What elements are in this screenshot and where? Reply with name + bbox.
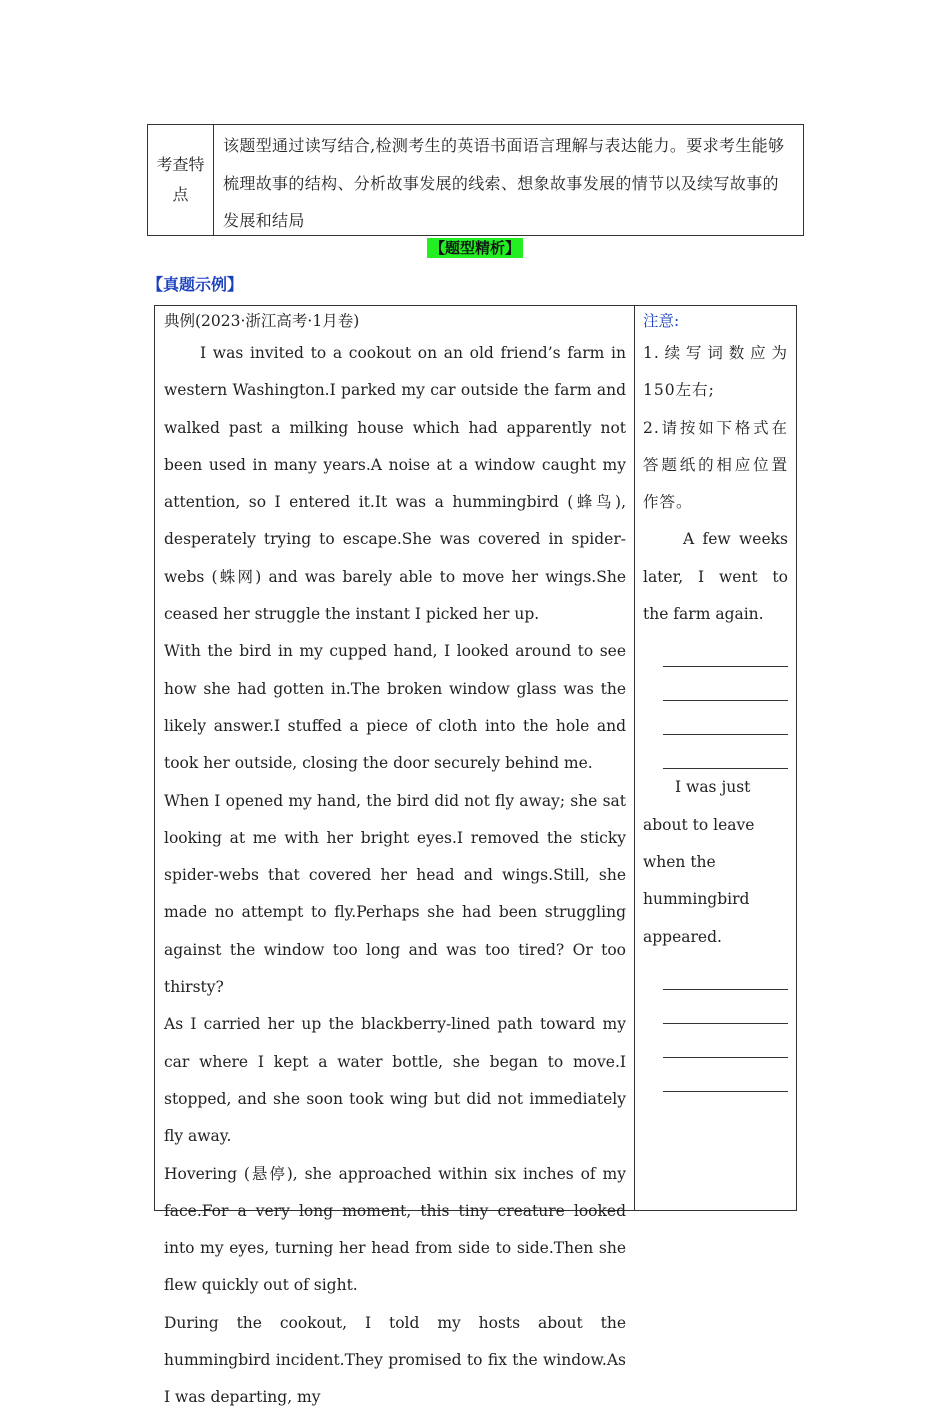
note-rule-format: 2.请按如下格式在答题纸的相应位置作答。 bbox=[643, 418, 788, 512]
answer-blank-line[interactable] bbox=[663, 667, 788, 701]
passage-paragraph: During the cookout, I told my hosts about the hummingbird incident.They promised to fix the window.As I was departing, my bbox=[164, 1313, 626, 1407]
section-banner: 【题型精析】 bbox=[427, 238, 523, 258]
example-passage-cell bbox=[155, 306, 635, 1407]
notes-cell bbox=[635, 306, 796, 1210]
passage-paragraph: Hovering (悬停), she approached within six inches of my face.For a very long moment, this tiny creature looked into my eyes, turning her head from side to side.Then she flew quickly out of sight. bbox=[164, 1164, 626, 1295]
banner-row bbox=[0, 238, 950, 258]
passage-paragraph: As I carried her up the blackberry-lined path toward my car where I kept a water bottle, she began to move.I stopped, and she soon took wing but did not immediately fly away. bbox=[164, 1015, 626, 1146]
example-table bbox=[154, 305, 797, 1407]
answer-blank-line[interactable] bbox=[663, 735, 788, 769]
notes-title: 注意: bbox=[643, 312, 680, 330]
question-feature-table bbox=[147, 124, 804, 236]
section-label: 【真题示例】 bbox=[147, 275, 244, 294]
continuation-prompt-2: I was just about to leave when the hummingbird appeared. bbox=[643, 778, 755, 946]
feature-description: 该题型通过读写结合,检测考生的英语书面语言理解与表达能力。要求考生能够梳理故事的结构、分析故事发展的线索、想象故事发展的情节以及续写故事的发展和结局 bbox=[223, 136, 785, 230]
passage-paragraph: With the bird in my cupped hand, I looked around to see how she had gotten in.The broken window glass was the likely answer.I stuffed a piece of cloth into the hole and took her outside, closing the door securely behind me. bbox=[164, 642, 626, 773]
answer-blank-line[interactable] bbox=[663, 956, 788, 990]
answer-blank-line[interactable] bbox=[663, 1024, 788, 1058]
feature-label: 考查特点 bbox=[148, 125, 214, 235]
passage-paragraph: I was invited to a cookout on an old friend’s farm in western Washington.I parked my car outside the farm and walked past a milking house which had apparently not been used in many years.A noise at a window caught my attention, so I entered it.It was a hummingbird (蜂鸟), desperately trying to escape.She was covered in spider-webs (蛛网) and was barely able to move her wings.She ceased her struggle the instant I picked her up. bbox=[164, 344, 626, 624]
answer-blank-line[interactable] bbox=[663, 1058, 788, 1092]
passage-paragraph: When I opened my hand, the bird did not fly away; she sat looking at me with her bright eyes.I removed the sticky spider-webs that covered her head and wings.Still, she made no attempt to fly.Perhaps she had been struggling against the window too long and was too tired? Or too thirsty? bbox=[164, 791, 626, 997]
example-title: 典例(2023·浙江高考·1月卷) bbox=[164, 312, 360, 330]
continuation-prompt-1: A few weeks later, I went to the farm again. bbox=[643, 530, 788, 624]
answer-blank-line[interactable] bbox=[663, 701, 788, 735]
note-rule-word-count: 1.续写词数应为150左右; bbox=[643, 344, 788, 400]
answer-blank-line[interactable] bbox=[663, 633, 788, 667]
answer-blank-line[interactable] bbox=[663, 990, 788, 1024]
